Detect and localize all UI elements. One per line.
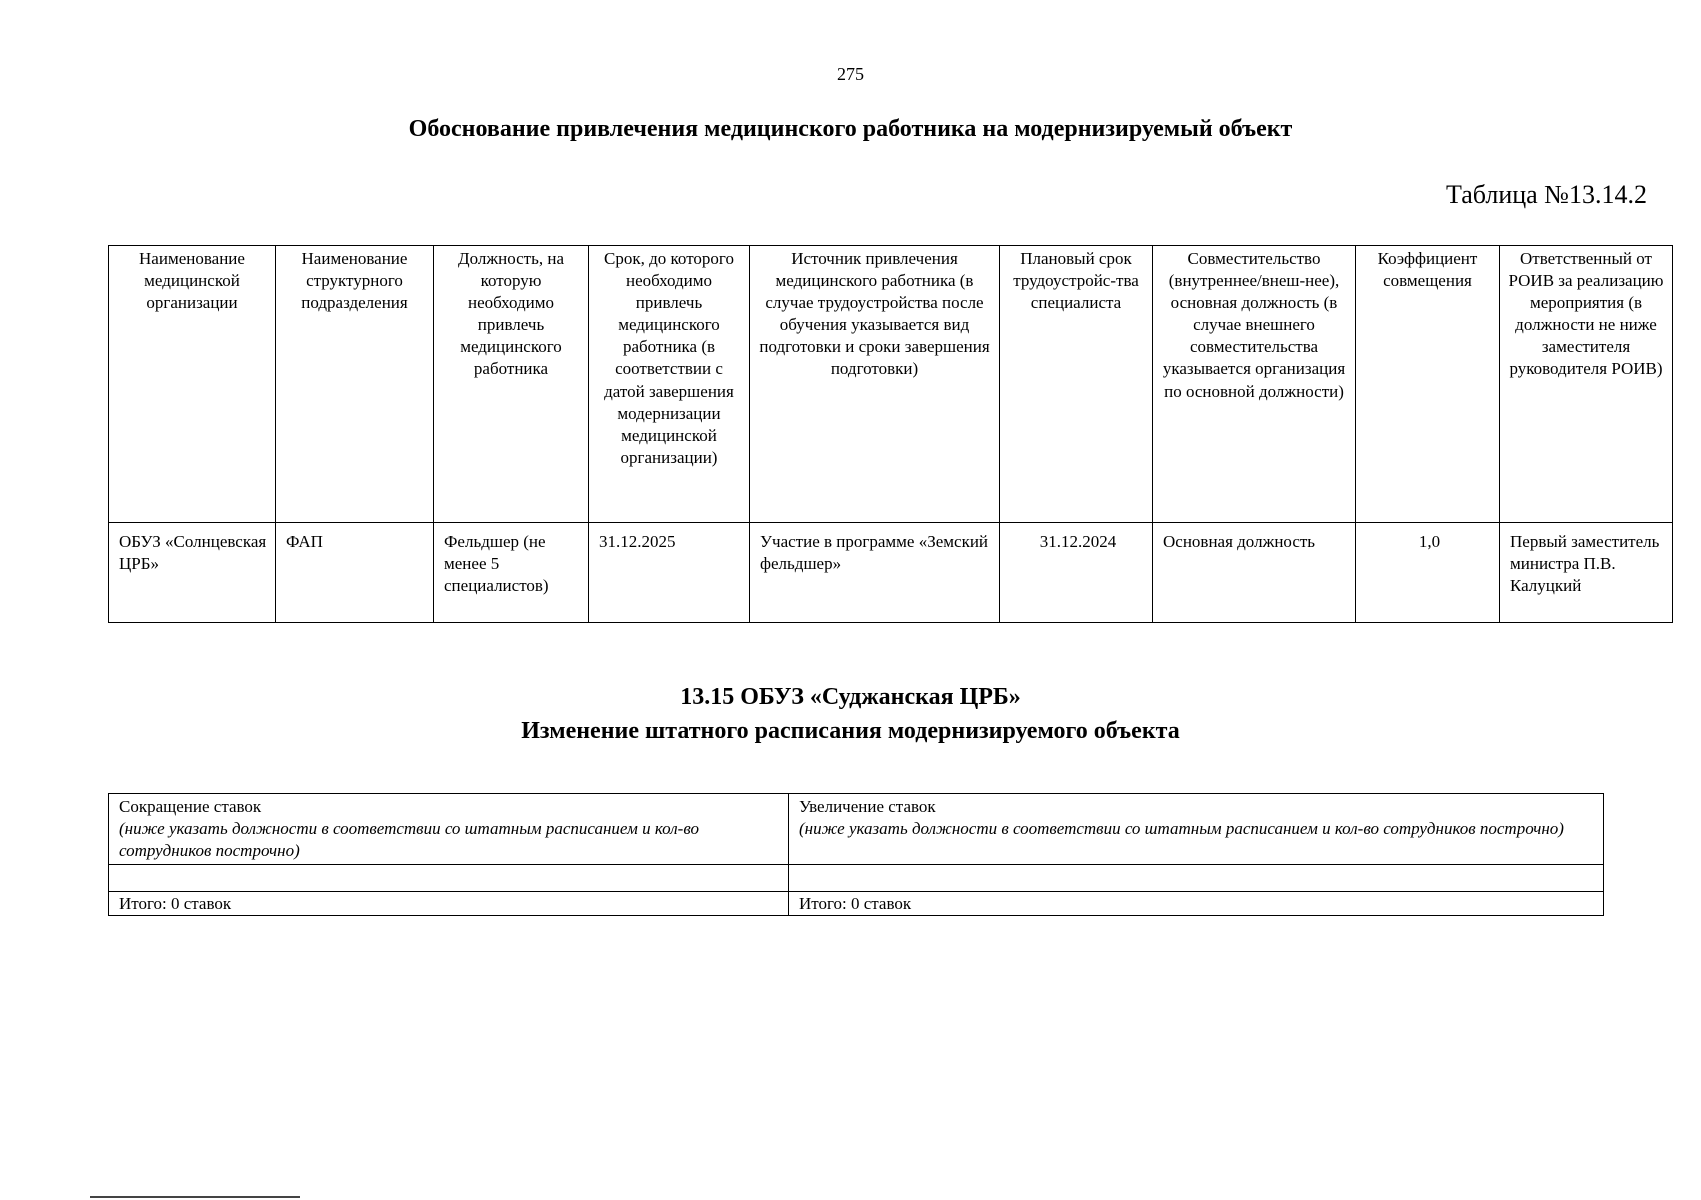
totals-row <box>109 892 1604 916</box>
header-cell: Наименование медицинской организации <box>109 246 276 523</box>
header-cell: Источник привлечения медицинского работника (в случае трудоустройства после обучения указывается вид подготовки и сроки завершения подготовки) <box>750 246 1000 523</box>
header-cell <box>109 794 789 865</box>
table-cell: 31.12.2024 <box>1000 523 1153 623</box>
header-cell: Наименование структурного подразделения <box>276 246 434 523</box>
page-number: 275 <box>837 64 864 84</box>
table-header-row <box>109 246 1673 523</box>
table-label: Таблица №13.14.2 <box>1445 180 1647 209</box>
reduction-header: Сокращение ставок <box>119 797 262 816</box>
increase-total: Итого: 0 ставок <box>789 892 1604 916</box>
staff-attraction-table <box>108 245 1673 623</box>
divider <box>90 1196 300 1198</box>
header-cell: Коэффициент совмещения <box>1356 246 1500 523</box>
table-cell: 1,0 <box>1356 523 1500 623</box>
table-cell: ОБУЗ «Солнцевская ЦРБ» <box>109 523 276 623</box>
staffing-change-table <box>108 793 1604 916</box>
section-subtitle: Изменение штатного расписания модернизируемого объекта <box>521 718 1180 744</box>
document-title: Обоснование привлечения медицинского работника на модернизируемый объект <box>408 116 1293 142</box>
table-cell: Основная должность <box>1153 523 1356 623</box>
table-cell: ФАП <box>276 523 434 623</box>
table-cell <box>109 865 789 892</box>
table-cell: Участие в программе «Земский фельдшер» <box>750 523 1000 623</box>
increase-note: (ниже указать должности в соответствии со штатным расписанием и кол-во сотрудников построчно) <box>799 819 1564 839</box>
header-cell <box>789 794 1604 865</box>
header-cell: Срок, до которого необходимо привлечь медицинского работника (в соответствии с датой завершения модернизации медицинской организации) <box>589 246 750 523</box>
table-row <box>109 523 1673 623</box>
section-title: 13.15 ОБУЗ «Суджанская ЦРБ» <box>680 684 1021 710</box>
table-header-row <box>109 794 1604 865</box>
header-cell: Плановый срок трудоустройс-тва специалиста <box>1000 246 1153 523</box>
table-row <box>109 865 1604 892</box>
table-cell: Первый заместитель министра П.В. Калуцкий <box>1500 523 1673 623</box>
table-cell <box>789 865 1604 892</box>
table-cell: 31.12.2025 <box>589 523 750 623</box>
header-cell: Должность, на которую необходимо привлечь медицинского работника <box>434 246 589 523</box>
reduction-note: (ниже указать должности в соответствии со штатным расписанием и кол-во сотрудников построчно) <box>119 819 699 861</box>
increase-header: Увеличение ставок <box>799 797 936 816</box>
header-cell: Совместительство (внутреннее/внеш-нее), основная должность (в случае внешнего совместительства указывается организация по основной должности) <box>1153 246 1356 523</box>
reduction-total: Итого: 0 ставок <box>109 892 789 916</box>
header-cell: Ответственный от РОИВ за реализацию мероприятия (в должности не ниже заместителя руководителя РОИВ) <box>1500 246 1673 523</box>
table-cell: Фельдшер (не менее 5 специалистов) <box>434 523 589 623</box>
